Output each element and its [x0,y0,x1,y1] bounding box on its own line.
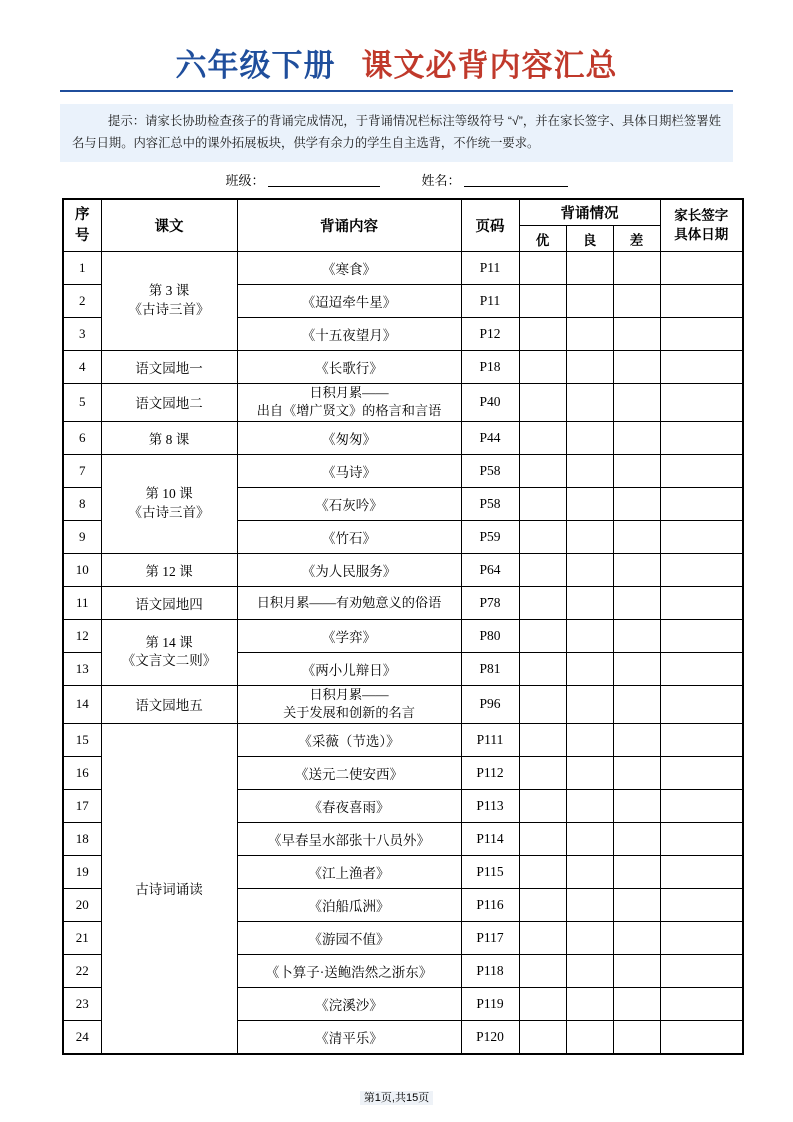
recitation-table [62,198,744,1055]
row-content: 《竹石》 [237,520,461,553]
table-row [63,351,743,384]
tip-box [60,104,733,162]
row-page: P81 [461,652,519,685]
row-page: P12 [461,318,519,351]
cell-signature[interactable] [660,454,743,487]
row-no: 15 [63,723,101,756]
row-content: 《游园不值》 [237,921,461,954]
row-content [237,384,461,422]
row-lesson: 第 8 课 [101,421,237,454]
row-lesson: 语文园地一 [101,351,237,384]
cell-status-poor[interactable] [613,855,660,888]
cell-signature[interactable] [660,954,743,987]
cell-status-good[interactable] [566,723,613,756]
row-no: 21 [63,921,101,954]
header-sign-line2: 具体日期 [674,226,729,242]
cell-status-excellent[interactable] [519,487,566,520]
header-no-line1: 序 [75,207,90,224]
table-row [63,384,743,422]
cell-status-good[interactable] [566,520,613,553]
cell-signature[interactable] [660,756,743,789]
row-content: 《春夜喜雨》 [237,789,461,822]
cell-status-excellent[interactable] [519,586,566,619]
cell-status-excellent[interactable] [519,855,566,888]
cell-status-good[interactable] [566,252,613,285]
cell-status-good[interactable] [566,285,613,318]
cell-status-excellent[interactable] [519,888,566,921]
table-row [63,454,743,487]
row-no: 4 [63,351,101,384]
cell-signature[interactable] [660,252,743,285]
cell-status-good[interactable] [566,586,613,619]
cell-status-good[interactable] [566,987,613,1020]
table-row [63,586,743,619]
row-content: 《寒食》 [237,252,461,285]
cell-signature[interactable] [660,921,743,954]
cell-signature[interactable] [660,888,743,921]
cell-status-good[interactable] [566,619,613,652]
row-lesson [101,619,237,685]
cell-status-poor[interactable] [613,454,660,487]
row-no: 11 [63,586,101,619]
page-title [60,48,733,84]
row-no: 20 [63,888,101,921]
table-header-row-1 [63,199,743,226]
cell-status-poor[interactable] [613,252,660,285]
cell-status-good[interactable] [566,685,613,723]
row-page: P117 [461,921,519,954]
content-line1: 日积月累—— [309,385,389,400]
row-page: P119 [461,987,519,1020]
name-label: 姓名： [421,173,461,188]
row-no: 23 [63,987,101,1020]
recitation-table-wrap [62,198,732,1055]
page-footer [0,1089,793,1105]
row-page: P112 [461,756,519,789]
row-page: P114 [461,822,519,855]
class-label: 班级： [225,173,265,188]
row-page: P115 [461,855,519,888]
name-blank[interactable] [464,186,568,187]
header-status-excellent: 优 [519,226,566,252]
header-no-line2: 号 [75,227,90,244]
row-content: 《两小儿辩日》 [237,652,461,685]
class-field[interactable] [225,170,379,189]
row-page: P113 [461,789,519,822]
cell-signature[interactable] [660,855,743,888]
row-page: P64 [461,553,519,586]
tip-text: 请家长协助检查孩子的背诵完成情况，于背诵情况栏标注等级符号 “√”，并在家长签字、具体日期栏签署姓名与日期。内容汇总中的课外拓展板块，供学有余力的学生自主选背，不作统一要求。 [72,114,721,150]
cell-status-poor[interactable] [613,421,660,454]
header-sign-line1: 家长签字 [674,207,729,223]
cell-status-poor[interactable] [613,285,660,318]
cell-status-excellent[interactable] [519,318,566,351]
cell-status-good[interactable] [566,421,613,454]
row-page: P78 [461,586,519,619]
row-page: P111 [461,723,519,756]
cell-signature[interactable] [660,586,743,619]
cell-status-poor[interactable] [613,954,660,987]
row-no: 12 [63,619,101,652]
row-page: P96 [461,685,519,723]
cell-status-poor[interactable] [613,685,660,723]
cell-status-excellent[interactable] [519,553,566,586]
cell-signature[interactable] [660,553,743,586]
row-page: P58 [461,487,519,520]
cell-status-poor[interactable] [613,586,660,619]
row-lesson [101,252,237,351]
cell-status-poor[interactable] [613,888,660,921]
header-signature [660,199,743,252]
row-content: 《迢迢牵牛星》 [237,285,461,318]
lesson-line2: 《古诗三首》 [128,302,210,317]
cell-status-poor[interactable] [613,789,660,822]
row-content: 《江上渔者》 [237,855,461,888]
cell-status-excellent[interactable] [519,987,566,1020]
cell-signature[interactable] [660,285,743,318]
cell-status-excellent[interactable] [519,384,566,422]
title-subject: 课文必背内容汇总 [361,48,618,83]
cell-status-excellent[interactable] [519,652,566,685]
lesson-line1: 第 14 课 [145,634,193,650]
cell-signature[interactable] [660,384,743,422]
cell-status-excellent[interactable] [519,1020,566,1054]
row-no: 3 [63,318,101,351]
row-content: 《泊船瓜洲》 [237,888,461,921]
lesson-line1: 第 10 课 [145,486,193,502]
cell-status-excellent[interactable] [519,921,566,954]
header-status-good: 良 [566,226,613,252]
row-page: P120 [461,1020,519,1054]
row-no: 1 [63,252,101,285]
cell-status-excellent[interactable] [519,421,566,454]
cell-signature[interactable] [660,685,743,723]
content-line2: 关于发展和创新的名言 [283,705,415,721]
cell-status-good[interactable] [566,384,613,422]
cell-status-excellent[interactable] [519,619,566,652]
header-status-poor: 差 [613,226,660,252]
header-status: 背诵情况 [519,199,660,226]
cell-status-excellent[interactable] [519,454,566,487]
row-no: 13 [63,652,101,685]
row-no: 16 [63,756,101,789]
row-content [237,685,461,723]
cell-status-good[interactable] [566,318,613,351]
row-page: P80 [461,619,519,652]
lesson-line1: 第 3 课 [148,283,190,299]
cell-status-good[interactable] [566,954,613,987]
row-content: 《匆匆》 [237,421,461,454]
name-field[interactable] [422,170,568,189]
row-no: 18 [63,822,101,855]
row-content: 《卜算子·送鲍浩然之浙东》 [237,954,461,987]
row-page: P40 [461,384,519,422]
table-row [63,685,743,723]
cell-status-excellent[interactable] [519,520,566,553]
cell-signature[interactable] [660,421,743,454]
row-no: 7 [63,454,101,487]
cell-signature[interactable] [660,487,743,520]
cell-status-good[interactable] [566,487,613,520]
cell-signature[interactable] [660,619,743,652]
cell-signature[interactable] [660,1020,743,1054]
cell-status-poor[interactable] [613,987,660,1020]
cell-status-good[interactable] [566,652,613,685]
cell-status-poor[interactable] [613,619,660,652]
cell-signature[interactable] [660,723,743,756]
row-content: 《长歌行》 [237,351,461,384]
row-no: 6 [63,421,101,454]
cell-status-good[interactable] [566,921,613,954]
row-no: 8 [63,487,101,520]
row-page: P11 [461,252,519,285]
cell-status-poor[interactable] [613,553,660,586]
title-block [60,48,733,92]
row-no: 22 [63,954,101,987]
content-line1: 日积月累—— [309,686,389,702]
cell-status-excellent[interactable] [519,954,566,987]
class-blank[interactable] [268,186,380,187]
cell-status-poor[interactable] [613,351,660,384]
cell-status-poor[interactable] [613,652,660,685]
cell-status-excellent[interactable] [519,252,566,285]
cell-status-good[interactable] [566,351,613,384]
row-content: 《学弈》 [237,619,461,652]
row-page: P11 [461,285,519,318]
cell-status-good[interactable] [566,855,613,888]
table-row [63,252,743,285]
cell-status-excellent[interactable] [519,822,566,855]
cell-status-poor[interactable] [613,1020,660,1054]
row-page: P118 [461,954,519,987]
cell-status-poor[interactable] [613,487,660,520]
cell-status-poor[interactable] [613,756,660,789]
row-no: 2 [63,285,101,318]
cell-status-good[interactable] [566,822,613,855]
meta-line [60,170,733,189]
header-page: 页码 [461,199,519,252]
row-content: 《为人民服务》 [237,553,461,586]
row-page: P116 [461,888,519,921]
table-row [63,723,743,756]
cell-status-poor[interactable] [613,318,660,351]
cell-status-good[interactable] [566,1020,613,1054]
row-page: P59 [461,520,519,553]
table-row [63,553,743,586]
row-lesson: 古诗词诵读 [101,723,237,1054]
lesson-line2: 《古诗三首》 [128,504,210,520]
cell-signature[interactable] [660,652,743,685]
cell-status-good[interactable] [566,789,613,822]
cell-status-excellent[interactable] [519,685,566,723]
row-content: 《送元二使安西》 [237,756,461,789]
row-content: 《采薇（节选）》 [237,723,461,756]
cell-signature[interactable] [660,789,743,822]
table-row [63,619,743,652]
row-content: 《十五夜望月》 [237,318,461,351]
row-content: 《早春呈水部张十八员外》 [237,822,461,855]
row-content: 《浣溪沙》 [237,987,461,1020]
cell-status-excellent[interactable] [519,789,566,822]
row-page: P58 [461,454,519,487]
cell-status-good[interactable] [566,888,613,921]
row-no: 10 [63,553,101,586]
row-lesson: 语文园地四 [101,586,237,619]
row-no: 19 [63,855,101,888]
row-page: P44 [461,421,519,454]
row-content: 《清平乐》 [237,1020,461,1054]
tip-label: 提示： [108,114,146,128]
row-lesson: 语文园地二 [101,384,237,422]
cell-status-excellent[interactable] [519,285,566,318]
cell-status-excellent[interactable] [519,756,566,789]
row-no: 9 [63,520,101,553]
cell-status-poor[interactable] [613,822,660,855]
row-no: 14 [63,685,101,723]
row-no: 5 [63,384,101,422]
row-page: P18 [461,351,519,384]
cell-status-good[interactable] [566,454,613,487]
row-no: 17 [63,789,101,822]
header-content: 背诵内容 [237,199,461,252]
cell-signature[interactable] [660,351,743,384]
cell-status-good[interactable] [566,553,613,586]
cell-status-poor[interactable] [613,384,660,422]
row-content: 《马诗》 [237,454,461,487]
cell-signature[interactable] [660,822,743,855]
cell-status-good[interactable] [566,756,613,789]
row-lesson [101,454,237,553]
table-row [63,421,743,454]
row-lesson: 语文园地五 [101,685,237,723]
cell-signature[interactable] [660,987,743,1020]
cell-signature[interactable] [660,318,743,351]
cell-status-poor[interactable] [613,520,660,553]
cell-status-excellent[interactable] [519,351,566,384]
header-no [63,199,101,252]
cell-signature[interactable] [660,520,743,553]
page-number: 第1页,共15页 [360,1091,433,1105]
content-line2: 出自《增广贤文》的格言和言语 [256,403,442,419]
cell-status-poor[interactable] [613,723,660,756]
cell-status-poor[interactable] [613,921,660,954]
title-underline [60,90,733,92]
cell-status-excellent[interactable] [519,723,566,756]
header-lesson: 课文 [101,199,237,252]
title-grade: 六年级下册 [175,48,336,83]
row-lesson: 第 12 课 [101,553,237,586]
row-no: 24 [63,1020,101,1054]
row-content: 日积月累——有劝勉意义的俗语 [237,586,461,619]
lesson-line2: 《文言文二则》 [121,653,217,669]
row-content: 《石灰吟》 [237,487,461,520]
